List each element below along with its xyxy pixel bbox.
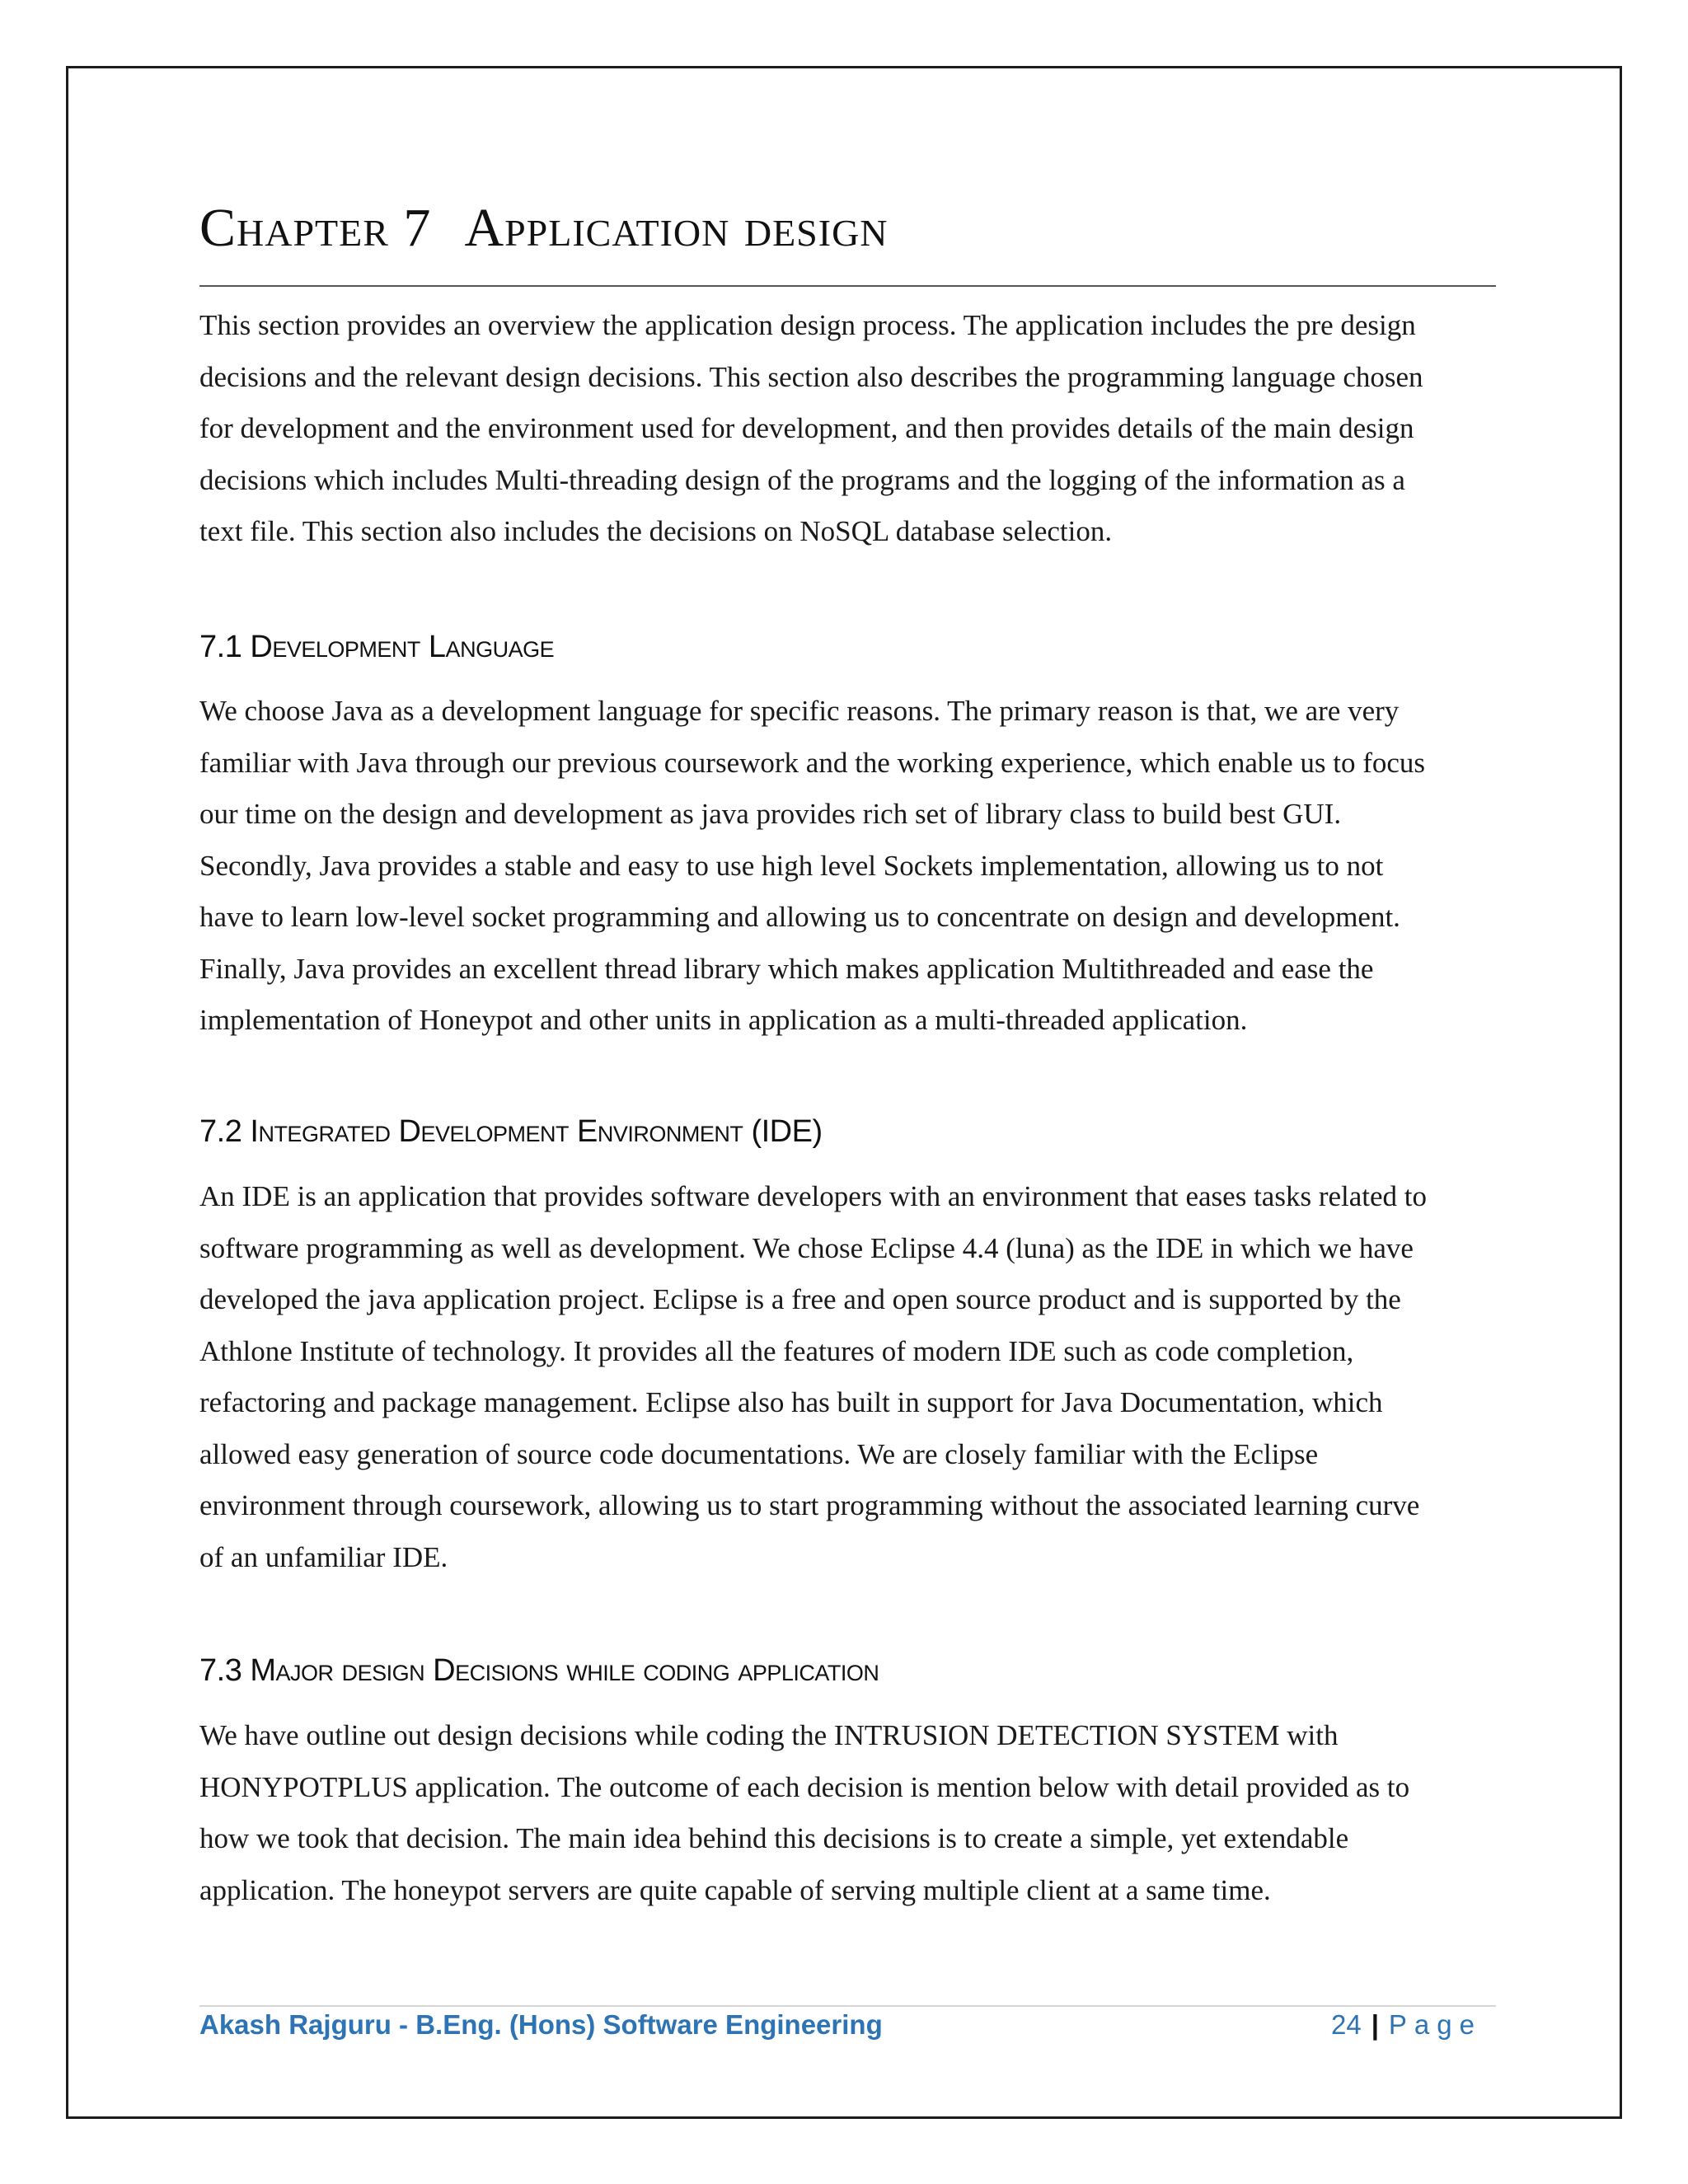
footer-page-info [1331,2004,1482,2046]
paragraph-line: This section provides an overview the application design process. The application includes the pre design [199,309,1416,341]
paragraph-line: Finally, Java provides an excellent thread library which makes application Multithreaded and ease the [199,952,1374,985]
paragraph-line: allowed easy generation of source code documentations. We are closely familiar with the Eclipse [199,1437,1319,1470]
page-separator: | [1371,2009,1379,2040]
chapter-title-text: Application design [464,198,889,258]
paragraph-line: We choose Java as a development language for specific reasons. The primary reason is that, we are very [199,695,1400,727]
paragraph-line: An IDE is an application that provides software developers with an environment that eases tasks related to [199,1180,1428,1212]
paragraph-line: how we took that decision. The main idea behind this decisions is to create a simple, yet extendable [199,1822,1349,1854]
section-paragraph-design-decisions [199,1710,1498,1916]
paragraph-line: HONYPOTPLUS application. The outcome of each decision is mention below with detail provided as to [199,1770,1410,1803]
chapter-number-label: Chapter 7 [199,198,432,258]
intro-paragraph [199,300,1498,558]
paragraph-line: developed the java application project. Eclipse is a free and open source product and is supported by the [199,1283,1401,1315]
paragraph-line: for development and the environment used for development, and then provides details of the main design [199,412,1414,444]
section-paragraph-ide [199,1171,1498,1583]
section-heading-design-decisions: 7.3 Major design Decisions while coding application [199,1653,879,1688]
paragraph-line: We have outline out design decisions while coding the INTRUSION DETECTION SYSTEM with [199,1719,1339,1751]
paragraph-line: decisions and the relevant design decisions. This section also describes the programming language chosen [199,360,1423,393]
page-label: Page [1388,2009,1482,2040]
paragraph-line: familiar with Java through our previous coursework and the working experience, which enable us to focus [199,746,1426,779]
paragraph-line: have to learn low-level socket programming and allowing us to concentrate on design and development. [199,901,1400,933]
paragraph-line: application. The honeypot servers are quite capable of serving multiple client at a same time. [199,1873,1271,1906]
paragraph-line: implementation of Honeypot and other units in application as a multi-threaded application. [199,1004,1248,1036]
paragraph-line: environment through coursework, allowing us to start programming without the associated learning curve [199,1489,1420,1521]
paragraph-line: Athlone Institute of technology. It provides all the features of modern IDE such as code completion, [199,1334,1354,1367]
chapter-title [199,191,889,265]
paragraph-line: of an unfamiliar IDE. [199,1540,448,1573]
section-heading-ide: 7.2 Integrated Development Environment (IDE) [199,1114,823,1149]
paragraph-line: software programming as well as development. We chose Eclipse 4.4 (luna) as the IDE in which we have [199,1231,1414,1264]
title-divider [199,285,1496,287]
section-heading-development-language: 7.1 Development Language [199,630,555,664]
paragraph-line: our time on the design and development as java provides rich set of library class to build best GUI. [199,798,1342,830]
paragraph-line: decisions which includes Multi-threading design of the programs and the logging of the information as a [199,463,1405,496]
section-paragraph-development-language [199,686,1498,1047]
paragraph-line: text file. This section also includes the decisions on NoSQL database selection. [199,515,1113,547]
footer-author: Akash Rajguru - B.Eng. (Hons) Software Engineering [199,2009,883,2040]
paragraph-line: Secondly, Java provides a stable and easy to use high level Sockets implementation, allowing us to not [199,849,1384,882]
paragraph-line: refactoring and package management. Eclipse also has built in support for Java Documentation, which [199,1386,1383,1418]
page-number: 24 [1330,2009,1362,2040]
